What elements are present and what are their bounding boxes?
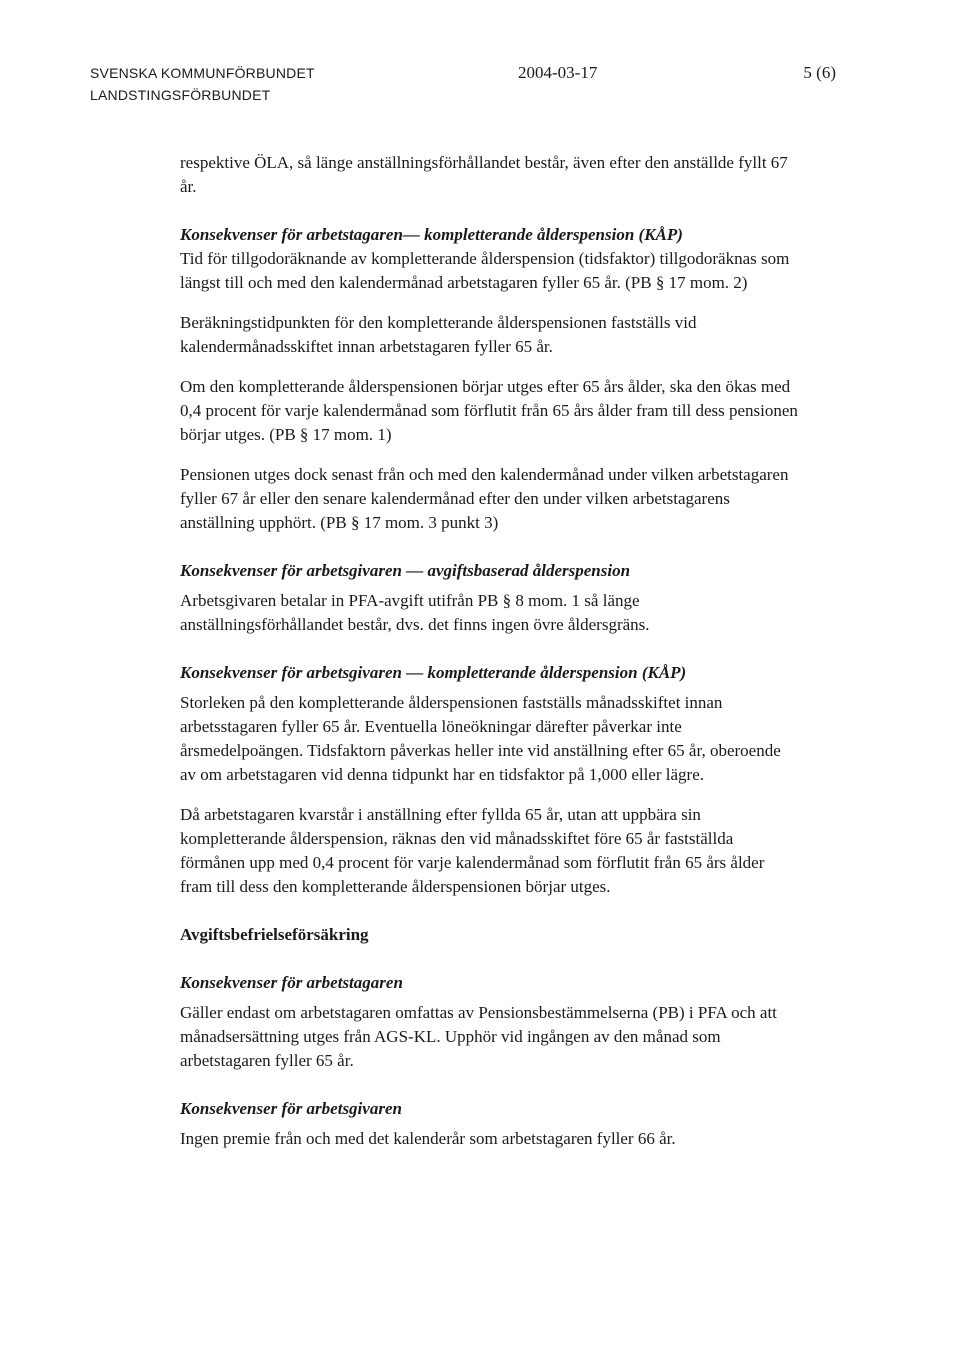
org-name-line2: LANDSTINGSFÖRBUNDET <box>90 87 271 103</box>
paragraph-8: Då arbetstagaren kvarstår i anställning efter fyllda 65 år, utan att uppbära sin kompletterande ålderspension, räknas den vid månadsskiftet före 65 år fastställda förmånen upp med 0,4 procent för varje kalendermånad som förflutit från 65 års ålder fram till dess den kompletterande ålderspensionen börjar utges. <box>180 805 765 896</box>
heading-employer-kap: Konsekvenser för arbetsgivaren — kompletterande ålderspension (KÅP) <box>180 663 687 682</box>
heading-avgiftsbefrielse: Avgiftsbefrielseförsäkring <box>180 925 369 944</box>
paragraph-4: Om den kompletterande ålderspensionen börjar utges efter 65 års ålder, ska den ökas med 0,4 procent för varje kalendermånad som förflutit från 65 års ålder fram till dess pensionen börjar utges. (PB § 17 mom. 1) <box>180 377 798 444</box>
paragraph-3: Beräkningstidpunkten för den kompletterande ålderspensionen fastställs vid kalendermånadsskiftet innan arbetstagaren fyller 65 år. <box>180 313 697 356</box>
paragraph-2: Tid för tillgodoräknande av kompletterande ålderspension (tidsfaktor) tillgodoräknas som längst till och med den kalendermånad arbetstagaren fyller 65 år. (PB § 17 mom. 2) <box>180 249 790 292</box>
paragraph-9: Gäller endast om arbetstagaren omfattas av Pensionsbestämmelserna (PB) i PFA och att månadsersättning utges från AGS-KL. Upphör vid ingången av den månad som arbetstagaren fyller 65 år. <box>180 1003 777 1070</box>
document-date: 2004-03-17 <box>518 63 598 82</box>
heading-employee: Konsekvenser för arbetstagaren <box>180 973 403 992</box>
org-name-line1: SVENSKA KOMMUNFÖRBUNDET <box>90 65 315 81</box>
paragraph-7: Storleken på den kompletterande ålderspensionen fastställs månadsskiftet innan arbetsstagaren fyller 65 år. Eventuella löneökningar därefter påverkar inte årsmedelpoängen. Tidsfaktorn påverkas heller inte vid anställning efter 65 år, oberoende av om arbetstagaren vid denna tidpunkt har en tidsfaktor på 1,000 eller lägre. <box>180 693 781 784</box>
page-header <box>90 62 850 110</box>
paragraph-1: respektive ÖLA, så länge anställningsförhållandet består, även efter den anställde fyllt 67 år. <box>180 153 788 196</box>
paragraph-10: Ingen premie från och med det kalenderår som arbetstagaren fyller 66 år. <box>180 1129 676 1148</box>
paragraph-5: Pensionen utges dock senast från och med den kalendermånad under vilken arbetstagaren fyller 67 år eller den senare kalendermånad efter den under vilken arbetstagarens anställning upphört. (PB § 17 mom. 3 punkt 3) <box>180 465 789 532</box>
heading-employer-avgift: Konsekvenser för arbetsgivaren — avgiftsbaserad ålderspension <box>180 561 631 580</box>
document-body <box>180 151 800 1151</box>
heading-employee-kap: Konsekvenser för arbetstagaren— kompletterande ålderspension (KÅP) <box>180 225 683 244</box>
page-number: 5 (6) <box>803 63 836 82</box>
heading-employer: Konsekvenser för arbetsgivaren <box>180 1099 402 1118</box>
paragraph-6: Arbetsgivaren betalar in PFA-avgift utifrån PB § 8 mom. 1 så länge anställningsförhållandet består, dvs. det finns ingen övre åldersgräns. <box>180 591 650 634</box>
